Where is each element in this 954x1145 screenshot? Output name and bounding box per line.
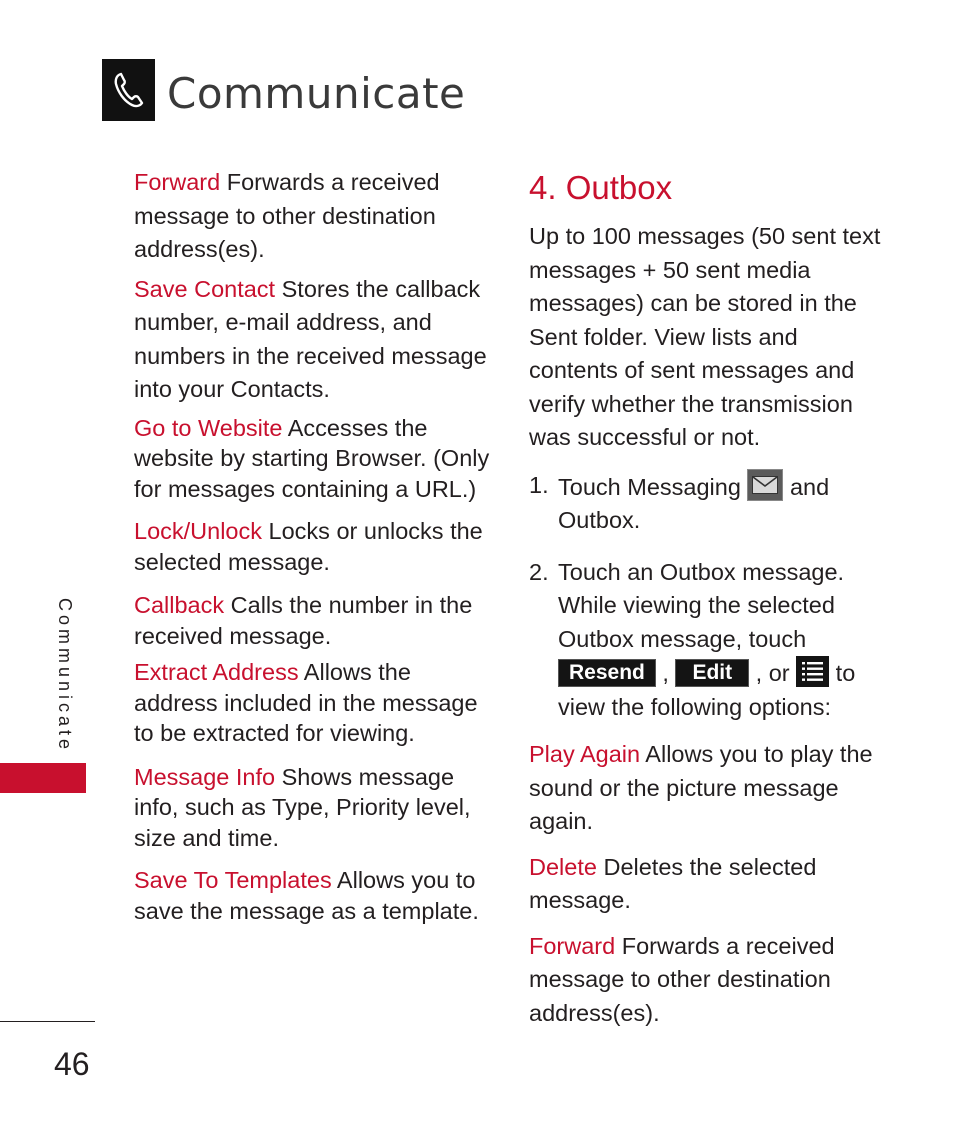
option-go-to-website <box>134 413 494 505</box>
step-number: 1. <box>529 471 549 498</box>
option-lock-unlock <box>134 516 494 578</box>
left-column <box>134 166 494 926</box>
step-1 <box>529 469 889 538</box>
envelope-icon <box>747 469 783 501</box>
option-description: Stores the callback number, e-mail address, and numbers in the received message into your Contacts. <box>134 275 487 402</box>
outbox-label: Outbox <box>558 507 634 533</box>
outbox-intro: Up to 100 messages (50 sent text messages + 50 sent media messages) can be stored in the Sent folder. View lists and contents of sent messages and verify whether the transmission was successful or not. <box>529 223 881 450</box>
option-description: Accesses the website by starting Browser. (Only for messages containing a URL.) <box>134 414 490 502</box>
step-text: , <box>655 660 676 686</box>
option-term: Forward <box>529 932 616 959</box>
option-term: Callback <box>134 592 225 618</box>
step-body <box>558 556 889 725</box>
option-description: Allows you to save the message as a template. <box>134 867 479 924</box>
option-term: Message Info <box>134 763 276 790</box>
option-callback <box>134 590 494 652</box>
step-text: Touch <box>558 473 628 500</box>
option-term: Delete <box>529 853 597 880</box>
option-term: Go to Website <box>134 414 283 441</box>
page-title: Communicate <box>167 69 466 118</box>
phone-handset-icon <box>102 59 155 121</box>
step-text: Touch an Outbox message. While viewing the selected Outbox message, touch <box>558 558 845 652</box>
option-description: Shows message info, such as Type, Priority level, size and time. <box>134 763 471 851</box>
option-term: Play Again <box>529 741 641 767</box>
option-play-again <box>529 738 889 839</box>
footer-divider <box>0 1021 95 1022</box>
step-text: , or <box>749 660 797 686</box>
page-number: 46 <box>54 1046 90 1082</box>
step-2 <box>529 556 889 725</box>
step-number: 2. <box>529 558 549 585</box>
option-term: Lock/Unlock <box>134 518 262 544</box>
menu-list-icon[interactable] <box>796 656 829 687</box>
option-description: Allows you to play the sound or the picture message again. <box>529 741 873 834</box>
right-column <box>529 166 889 1030</box>
option-delete <box>529 851 889 918</box>
side-tab-marker <box>0 763 86 793</box>
option-description: Forwards a received message to other destination address(es). <box>529 932 835 1026</box>
option-extract-address <box>134 657 494 749</box>
option-forward <box>529 930 889 1031</box>
section-heading: 4. Outbox <box>529 169 673 206</box>
option-description: Allows the address included in the message to be extracted for viewing. <box>134 659 478 746</box>
option-term: Save To Templates <box>134 867 332 893</box>
side-tab-label: Communicate <box>55 598 75 754</box>
option-description: Locks or unlocks the selected message. <box>134 518 483 575</box>
option-description: Forwards a received message to other destination address(es). <box>134 169 440 262</box>
option-forward <box>134 166 494 267</box>
step-text: . <box>633 507 641 533</box>
step-text: to view the following options: <box>558 660 856 720</box>
option-save-contact <box>134 273 494 407</box>
option-term: Extract Address <box>134 659 299 685</box>
option-term: Save Contact <box>134 275 276 302</box>
messaging-label: Messaging <box>627 473 741 500</box>
resend-button[interactable]: Resend <box>558 659 656 687</box>
option-description: Calls the number in the received message. <box>134 592 473 649</box>
option-save-to-templates <box>134 865 494 926</box>
step-body <box>558 469 889 538</box>
option-description: Deletes the selected message. <box>529 853 817 913</box>
edit-button[interactable]: Edit <box>675 659 749 687</box>
step-text: and <box>783 473 830 500</box>
option-term: Forward <box>134 169 221 195</box>
option-message-info <box>134 762 494 854</box>
